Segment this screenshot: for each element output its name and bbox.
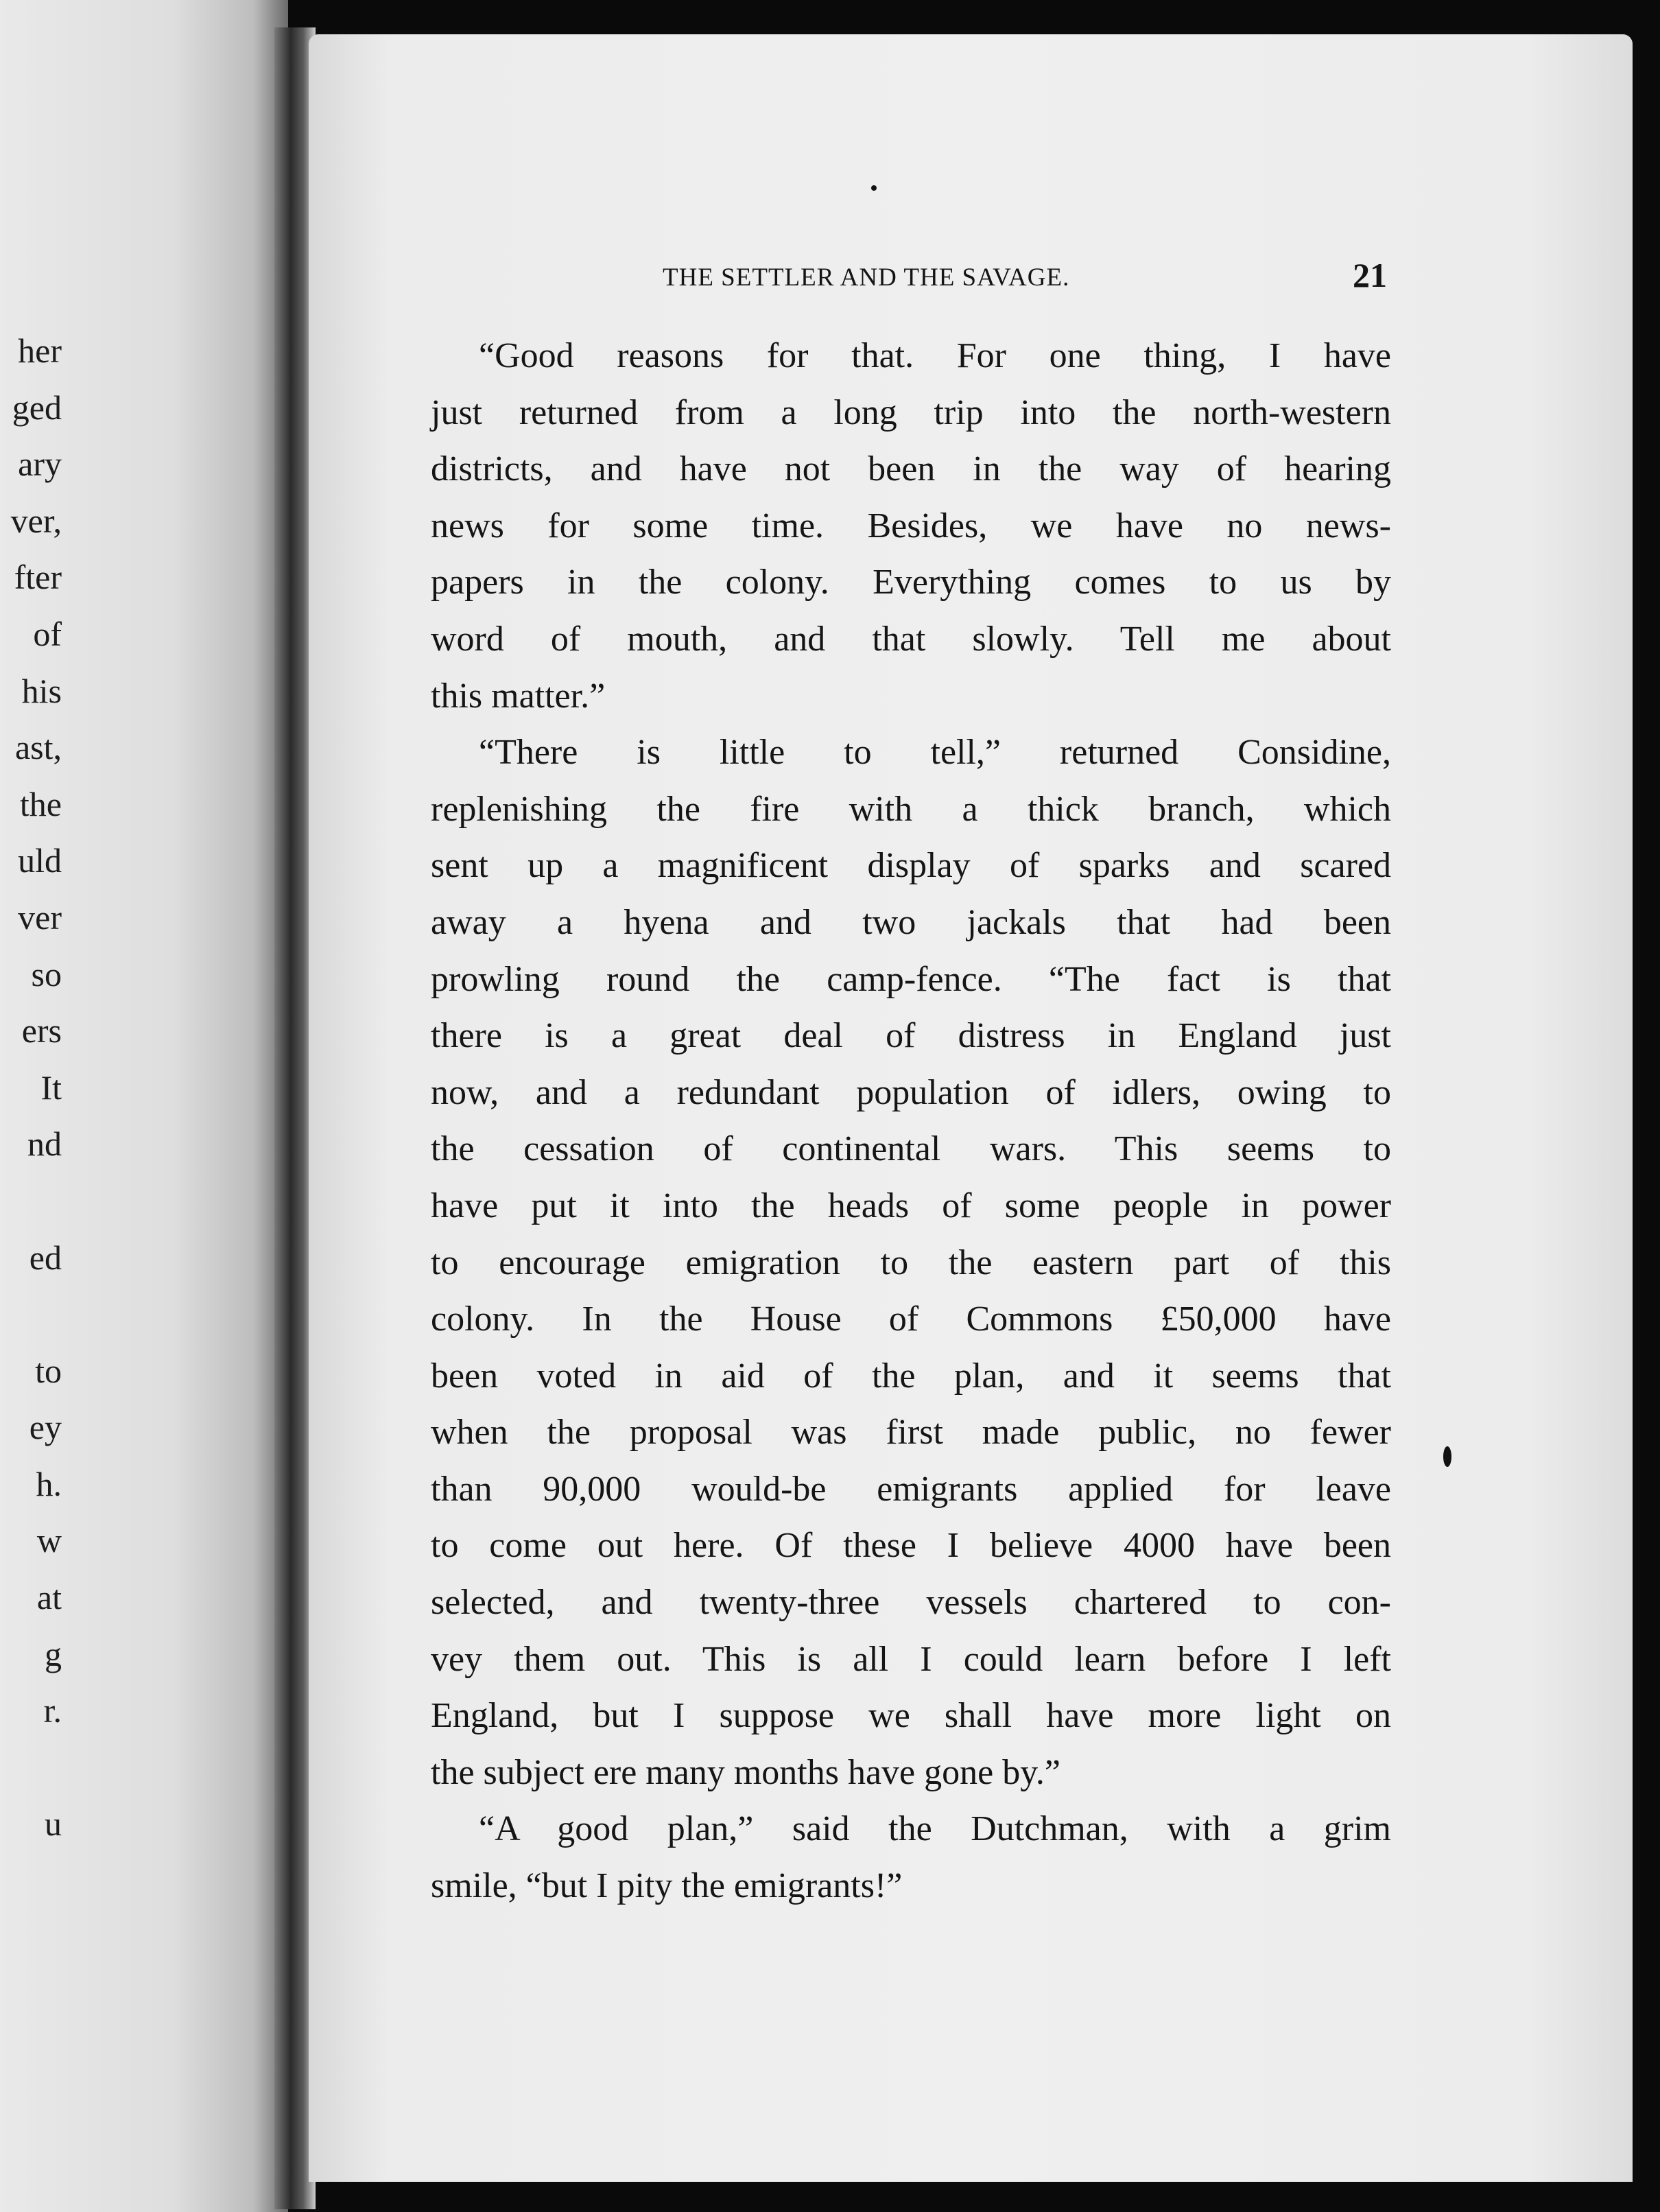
text-line: replenishing the fire with a thick branch, which — [431, 789, 1391, 829]
text-line: word of mouth, and that slowly. Tell me about — [431, 619, 1391, 659]
text-line: away a hyena and two jackals that had been — [431, 902, 1391, 942]
left-facing-page — [0, 0, 288, 2212]
text-line: to come out here. Of these I believe 4000 have been — [431, 1526, 1391, 1566]
text-line: papers in the colony. Everything comes to us by — [431, 563, 1391, 602]
left-fragment: u — [45, 1804, 62, 1844]
left-fragment: ed — [29, 1238, 62, 1277]
left-fragment: nd — [27, 1125, 62, 1164]
text-line: than 90,000 would-be emigrants applied for leave — [431, 1469, 1391, 1509]
body-text — [431, 328, 1391, 1915]
left-fragment: ged — [12, 388, 62, 427]
left-fragment: his — [21, 671, 62, 710]
left-page-text-fragments — [0, 322, 62, 1852]
ink-speck — [1443, 1446, 1451, 1467]
text-line: “There is little to tell,” returned Considine, — [479, 733, 1391, 773]
left-fragment: ey — [29, 1408, 62, 1447]
text-line: prowling round the camp-fence. “The fact is that — [431, 959, 1391, 999]
text-line: England, but I suppose we shall have more light on — [431, 1696, 1391, 1736]
text-line: news for some time. Besides, we have no news- — [431, 506, 1391, 545]
left-fragment: ver, — [10, 501, 62, 540]
ink-speck — [871, 185, 877, 191]
text-line: this matter.” — [431, 676, 606, 716]
text-line: when the proposal was first made public, no fewer — [431, 1413, 1391, 1452]
text-line: “Good reasons for that. For one thing, I have — [479, 336, 1391, 375]
left-fragment: ers — [21, 1011, 62, 1050]
left-fragment: to — [35, 1351, 62, 1390]
left-fragment: so — [31, 954, 62, 993]
left-fragment: It — [40, 1068, 62, 1107]
text-line: “A good plan,” said the Dutchman, with a grim — [479, 1809, 1391, 1849]
left-fragment: at — [36, 1578, 62, 1617]
left-fragment: g — [45, 1634, 62, 1673]
text-line: selected, and twenty-three vessels chartered to con- — [431, 1583, 1391, 1623]
left-fragment: ast, — [14, 728, 62, 767]
page-number: 21 — [1353, 256, 1387, 294]
left-fragment: uld — [18, 841, 62, 880]
left-fragment — [0, 1739, 62, 1796]
text-line: there is a great deal of distress in England just — [431, 1016, 1391, 1056]
text-line: the cessation of continental wars. This seems to — [431, 1129, 1391, 1169]
left-fragment: ary — [18, 445, 62, 484]
left-fragment: fter — [14, 558, 62, 597]
left-fragment: r. — [43, 1691, 62, 1730]
text-line: been voted in aid of the plan, and it seems that — [431, 1356, 1391, 1396]
left-fragment: ver — [18, 897, 62, 937]
text-line: just returned from a long trip into the north-western — [431, 392, 1391, 432]
text-line: vey them out. This is all I could learn before I left — [431, 1639, 1391, 1679]
text-line: to encourage emigration to the eastern part of this — [431, 1243, 1391, 1282]
left-fragment: her — [18, 331, 62, 370]
text-line: colony. In the House of Commons £50,000 have — [431, 1299, 1391, 1339]
left-fragment: of — [33, 614, 62, 653]
left-fragment: w — [36, 1521, 62, 1560]
text-line: sent up a magnificent display of sparks and scared — [431, 846, 1391, 886]
left-fragment: h. — [36, 1464, 62, 1503]
left-fragment: the — [19, 784, 62, 823]
running-title: THE SETTLER AND THE SAVAGE. — [663, 263, 1070, 292]
text-line: the subject ere many months have gone by.” — [431, 1752, 1060, 1792]
text-line: now, and a redundant population of idlers, owing to — [431, 1072, 1391, 1112]
text-line: districts, and have not been in the way of hearing — [431, 449, 1391, 489]
text-line: have put it into the heads of some people in power — [431, 1186, 1391, 1225]
left-fragment — [0, 1286, 62, 1343]
text-line: smile, “but I pity the emigrants!” — [431, 1866, 903, 1906]
left-fragment — [0, 1173, 62, 1229]
